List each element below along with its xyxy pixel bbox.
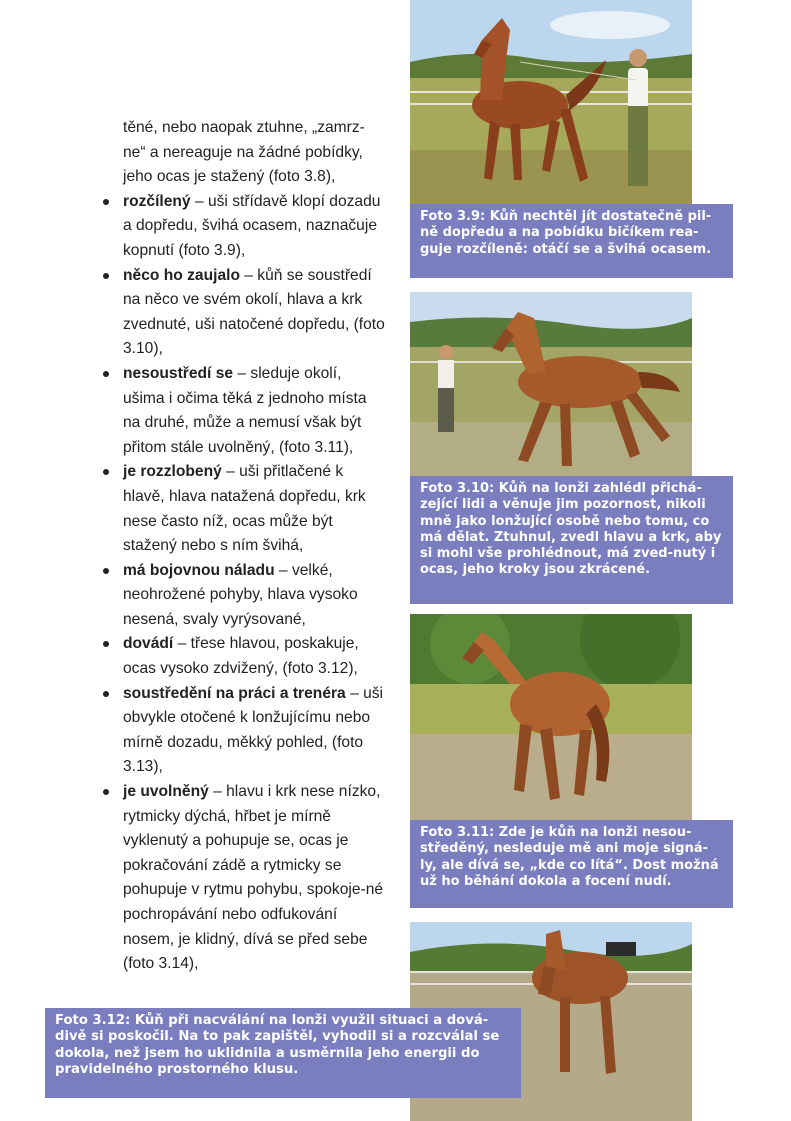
- list-item-text: – uši obvykle otočené k lonžujícímu nebo mírně dozadu, měkký pohled, (foto 3.13),: [123, 684, 384, 776]
- list-item-term: je uvolněný: [123, 783, 209, 801]
- intro-paragraph: těné, nebo naopak ztuhne, „zamrz-ne“ a nereaguje na žádné pobídky, jeho ocas je stažený (foto 3.8),: [123, 119, 365, 186]
- list-item-term: soustředění na práci a trenéra: [123, 684, 346, 702]
- list-item: [100, 559, 385, 633]
- list-item: [100, 264, 385, 362]
- list-item: [100, 682, 385, 780]
- list-item-term: rozčílený: [123, 192, 191, 210]
- list-item-text: – uši přitlačené k hlavě, hlava natažená dopředu, krk nese často níž, ocas může být stažený nebo s ním švihá,: [123, 463, 366, 555]
- list-item: [100, 632, 385, 681]
- list-item-term: nesoustředí se: [123, 364, 234, 382]
- photo-3-9: [410, 0, 692, 204]
- list-item: [100, 362, 385, 460]
- list-item-term: má bojovnou náladu: [123, 561, 275, 579]
- caption-3-9: Foto 3.9: Kůň nechtěl jít dostatečně pil-ně dopředu a na pobídku bičíkem rea-guje rozčíleně: otáčí se a švihá ocasem.: [410, 204, 733, 278]
- caption-3-11: Foto 3.11: Zde je kůň na lonži nesou-středěný, nesleduje mě ani moje signá-ly, ale dívá se, „kde co lítá“. Dost možná už ho běhání dokola a focení nudí.: [410, 820, 733, 908]
- behavior-list: [100, 190, 385, 977]
- list-item-text: – sleduje okolí, ušima i očima těká z jednoho místa na druhé, může a nemusí však být přitom stále uvolněný, (foto 3.11),: [123, 364, 367, 456]
- list-item-text: – třese hlavou, poskakuje, ocas vysoko zdvižený, (foto 3.12),: [123, 635, 359, 678]
- list-item-text: – kůň se soustředí na něco ve svém okolí, hlava a krk zvednuté, uši natočené dopředu, (foto 3.10),: [123, 266, 385, 358]
- caption-3-12: Foto 3.12: Kůň při nacválání na lonži využil situaci a dová-divě si poskočil. Na to pak zapištěl, vyhodil si a rozcválal se dokola, než jsem ho uklidnila a usměrnila jeho energii do pravidelného prostorného klusu.: [45, 1008, 521, 1098]
- list-item-text: – uši střídavě klopí dozadu a dopředu, švihá ocasem, naznačuje kopnutí (foto 3.9),: [123, 192, 381, 259]
- photo-3-10: [410, 292, 692, 476]
- list-item-text: – hlavu i krk nese nízko, rytmicky dýchá, hřbet je mírně vyklenutý a pohupuje se, ocas je pokračování zádě a rytmicky se pohupuje v rytmu pohybu, spokoje-né pochropávání nebo odfukování nosem, je klidný, dívá se před sebe (foto 3.14),: [123, 783, 384, 973]
- photo-3-11: [410, 614, 692, 820]
- caption-3-10: Foto 3.10: Kůň na lonži zahlédl přichá-zející lidi a věnuje jim pozornost, nikoli mně jako lonžující osobě nebo tomu, co má dělat. Ztuhnul, zvedl hlavu a krk, aby si mohl vše prohlédnout, má zved-nutý i ocas, jeho kroky jsou zkrácené.: [410, 476, 733, 604]
- body-text: [100, 116, 385, 977]
- list-item-term: dovádí: [123, 635, 174, 653]
- list-item-term: je rozzlobený: [123, 463, 222, 481]
- list-item: [100, 190, 385, 264]
- list-item: [100, 460, 385, 558]
- list-item: [100, 780, 385, 977]
- list-item-term: něco ho zaujalo: [123, 266, 240, 284]
- list-item-text: – velké, neohrožené pohyby, hlava vysoko nesená, svaly vyrýsované,: [123, 561, 358, 628]
